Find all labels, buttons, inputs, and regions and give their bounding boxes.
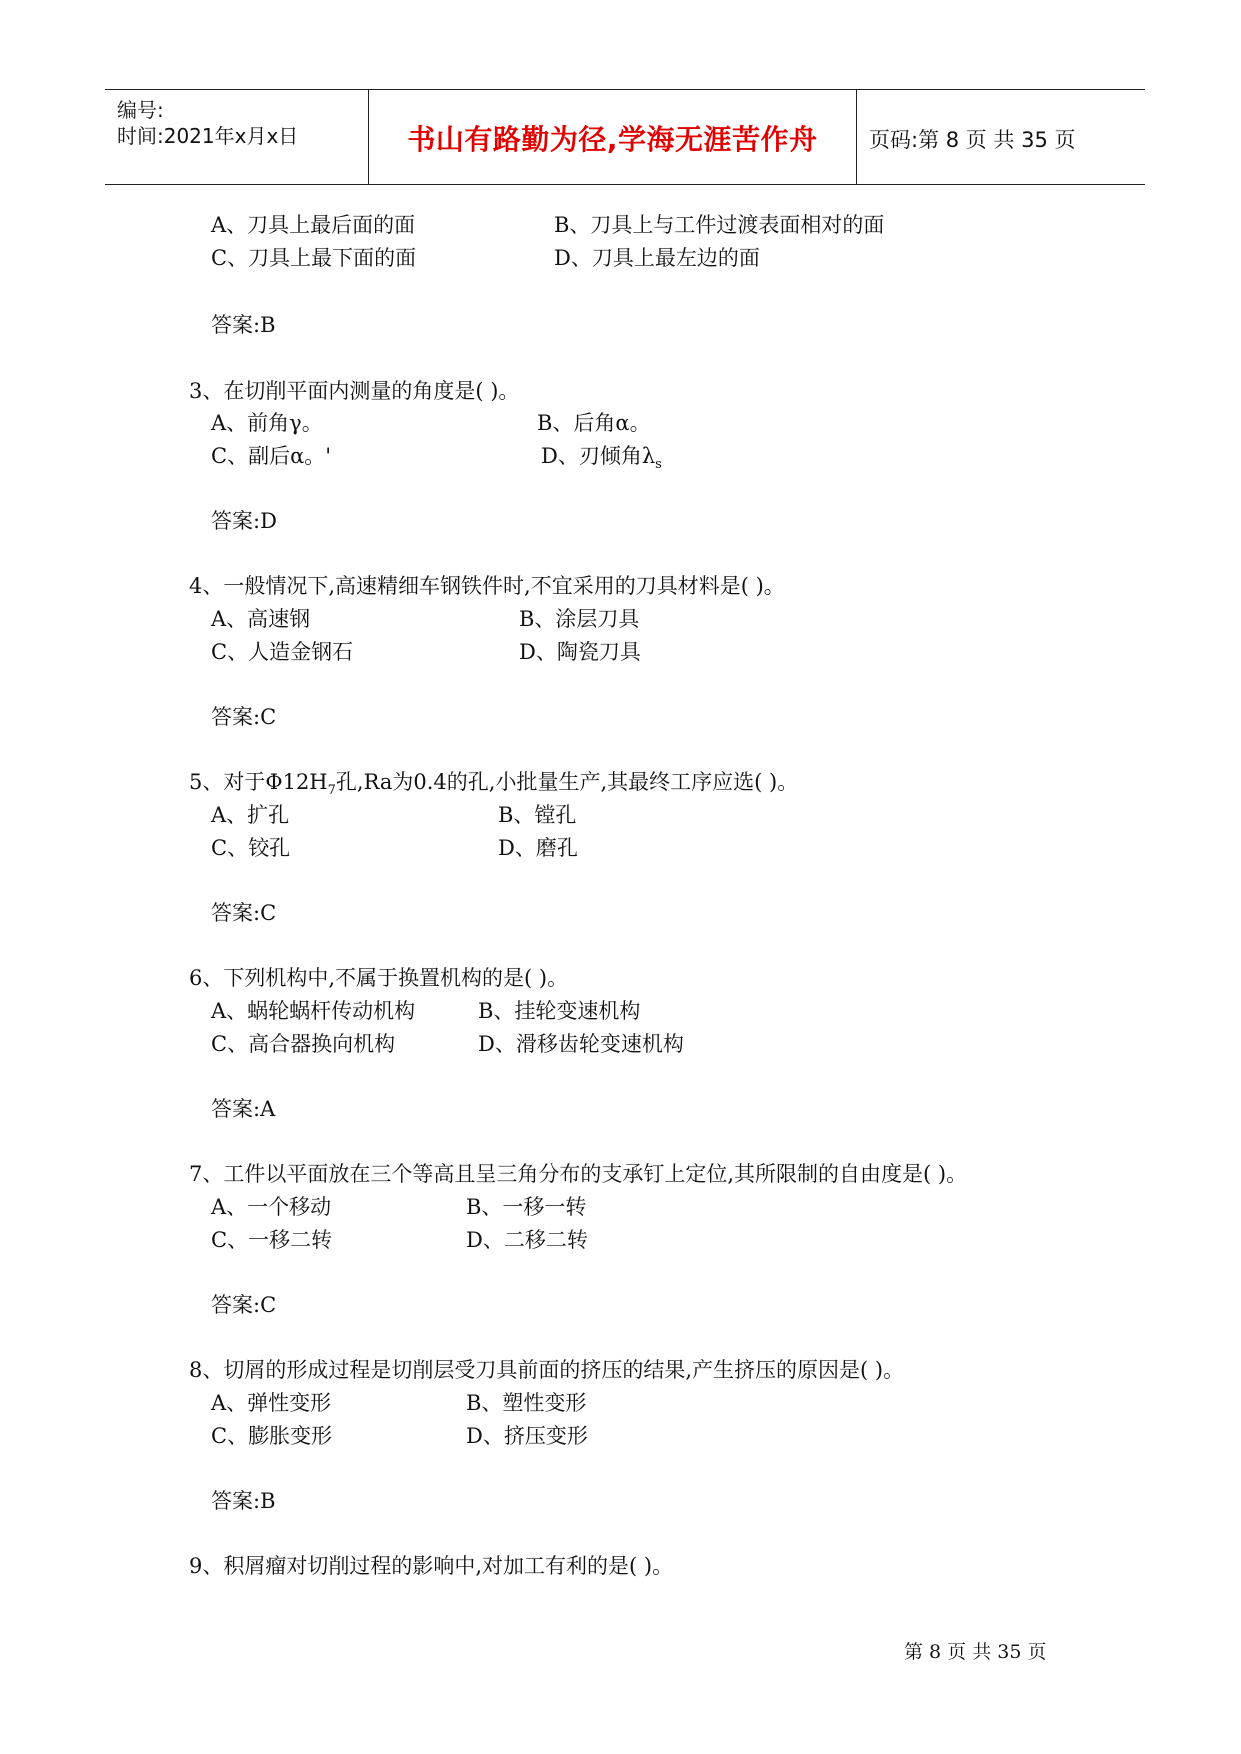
prev-option-c: C、刀具上最下面的面 bbox=[211, 246, 417, 270]
q3-option-d-text: D、刃倾角λ bbox=[541, 444, 656, 468]
q7-option-d: D、二移二转 bbox=[466, 1228, 588, 1252]
q5-stem-a: 5、对于Φ12H bbox=[189, 770, 328, 794]
q8-option-a: A、弹性变形 bbox=[211, 1391, 332, 1415]
q5-stem-b: 孔,Ra为0.4的孔,小批量生产,其最终工序应选( )。 bbox=[335, 770, 799, 794]
q3-option-d bbox=[541, 443, 662, 478]
header-right-cell bbox=[857, 90, 1145, 184]
q6-answer: 答案:A bbox=[211, 1097, 276, 1121]
q8-option-c: C、膨胀变形 bbox=[211, 1424, 333, 1448]
q3-answer: 答案:D bbox=[211, 509, 277, 533]
q4-answer: 答案:C bbox=[211, 705, 277, 729]
q3-stem: 3、在切削平面内测量的角度是( )。 bbox=[189, 379, 520, 403]
document-header bbox=[105, 89, 1145, 185]
q8-option-b: B、塑性变形 bbox=[466, 1391, 587, 1415]
q5-option-b: B、镗孔 bbox=[498, 803, 577, 827]
q5-option-a: A、扩孔 bbox=[211, 803, 290, 827]
q5-stem bbox=[189, 769, 798, 804]
page-label: 页码:第 8 页 共 35 页 bbox=[869, 128, 1076, 152]
q7-option-a: A、一个移动 bbox=[211, 1195, 332, 1219]
q4-option-c: C、人造金钢石 bbox=[211, 640, 354, 664]
q8-stem: 8、切屑的形成过程是切削层受刀具前面的挤压的结果,产生挤压的原因是( )。 bbox=[189, 1358, 905, 1382]
prev-answer: 答案:B bbox=[211, 313, 276, 337]
q9-stem: 9、积屑瘤对切削过程的影响中,对加工有利的是( )。 bbox=[189, 1554, 674, 1578]
page-footer: 第 8 页 共 35 页 bbox=[904, 1641, 1047, 1663]
q3-option-c: C、副后α。' bbox=[211, 444, 332, 468]
q5-option-d: D、磨孔 bbox=[498, 836, 578, 860]
q4-option-d: D、陶瓷刀具 bbox=[519, 640, 641, 664]
q3-option-b: B、后角α。 bbox=[537, 411, 651, 435]
q5-stem-sub: 7 bbox=[327, 783, 336, 799]
q6-stem: 6、下列机构中,不属于换置机构的是( )。 bbox=[189, 966, 569, 990]
q5-option-c: C、铰孔 bbox=[211, 836, 291, 860]
q8-option-d: D、挤压变形 bbox=[466, 1424, 588, 1448]
q4-option-a: A、高速钢 bbox=[211, 607, 311, 631]
prev-option-a: A、刀具上最后面的面 bbox=[211, 213, 416, 237]
q6-option-c: C、高合器换向机构 bbox=[211, 1032, 396, 1056]
q3-option-d-sub: s bbox=[655, 457, 662, 473]
q7-stem: 7、工件以平面放在三个等高且呈三角分布的支承钉上定位,其所限制的自由度是( )。 bbox=[189, 1162, 968, 1186]
header-left-cell bbox=[105, 90, 369, 184]
q8-answer: 答案:B bbox=[211, 1489, 276, 1513]
time-label: 时间:2021年x月x日 bbox=[117, 124, 299, 148]
q6-option-d: D、滑移齿轮变速机构 bbox=[478, 1032, 684, 1056]
prev-option-d: D、刀具上最左边的面 bbox=[554, 246, 760, 270]
prev-option-b: B、刀具上与工件过渡表面相对的面 bbox=[554, 213, 885, 237]
q3-option-a: A、前角γ。 bbox=[211, 411, 323, 435]
q6-option-a: A、蜗轮蜗杆传动机构 bbox=[211, 999, 416, 1023]
header-middle-cell bbox=[369, 90, 857, 184]
q5-answer: 答案:C bbox=[211, 901, 277, 925]
q4-stem: 4、一般情况下,高速精细车钢铁件时,不宜采用的刀具材料是( )。 bbox=[189, 574, 785, 598]
q6-option-b: B、挂轮变速机构 bbox=[478, 999, 641, 1023]
motto: 书山有路勤为径,学海无涯苦作舟 bbox=[407, 123, 818, 156]
q4-option-b: B、涂层刀具 bbox=[519, 607, 640, 631]
serial-label: 编号: bbox=[117, 98, 164, 122]
q7-option-c: C、一移二转 bbox=[211, 1228, 333, 1252]
q7-option-b: B、一移一转 bbox=[466, 1195, 587, 1219]
q7-answer: 答案:C bbox=[211, 1293, 277, 1317]
